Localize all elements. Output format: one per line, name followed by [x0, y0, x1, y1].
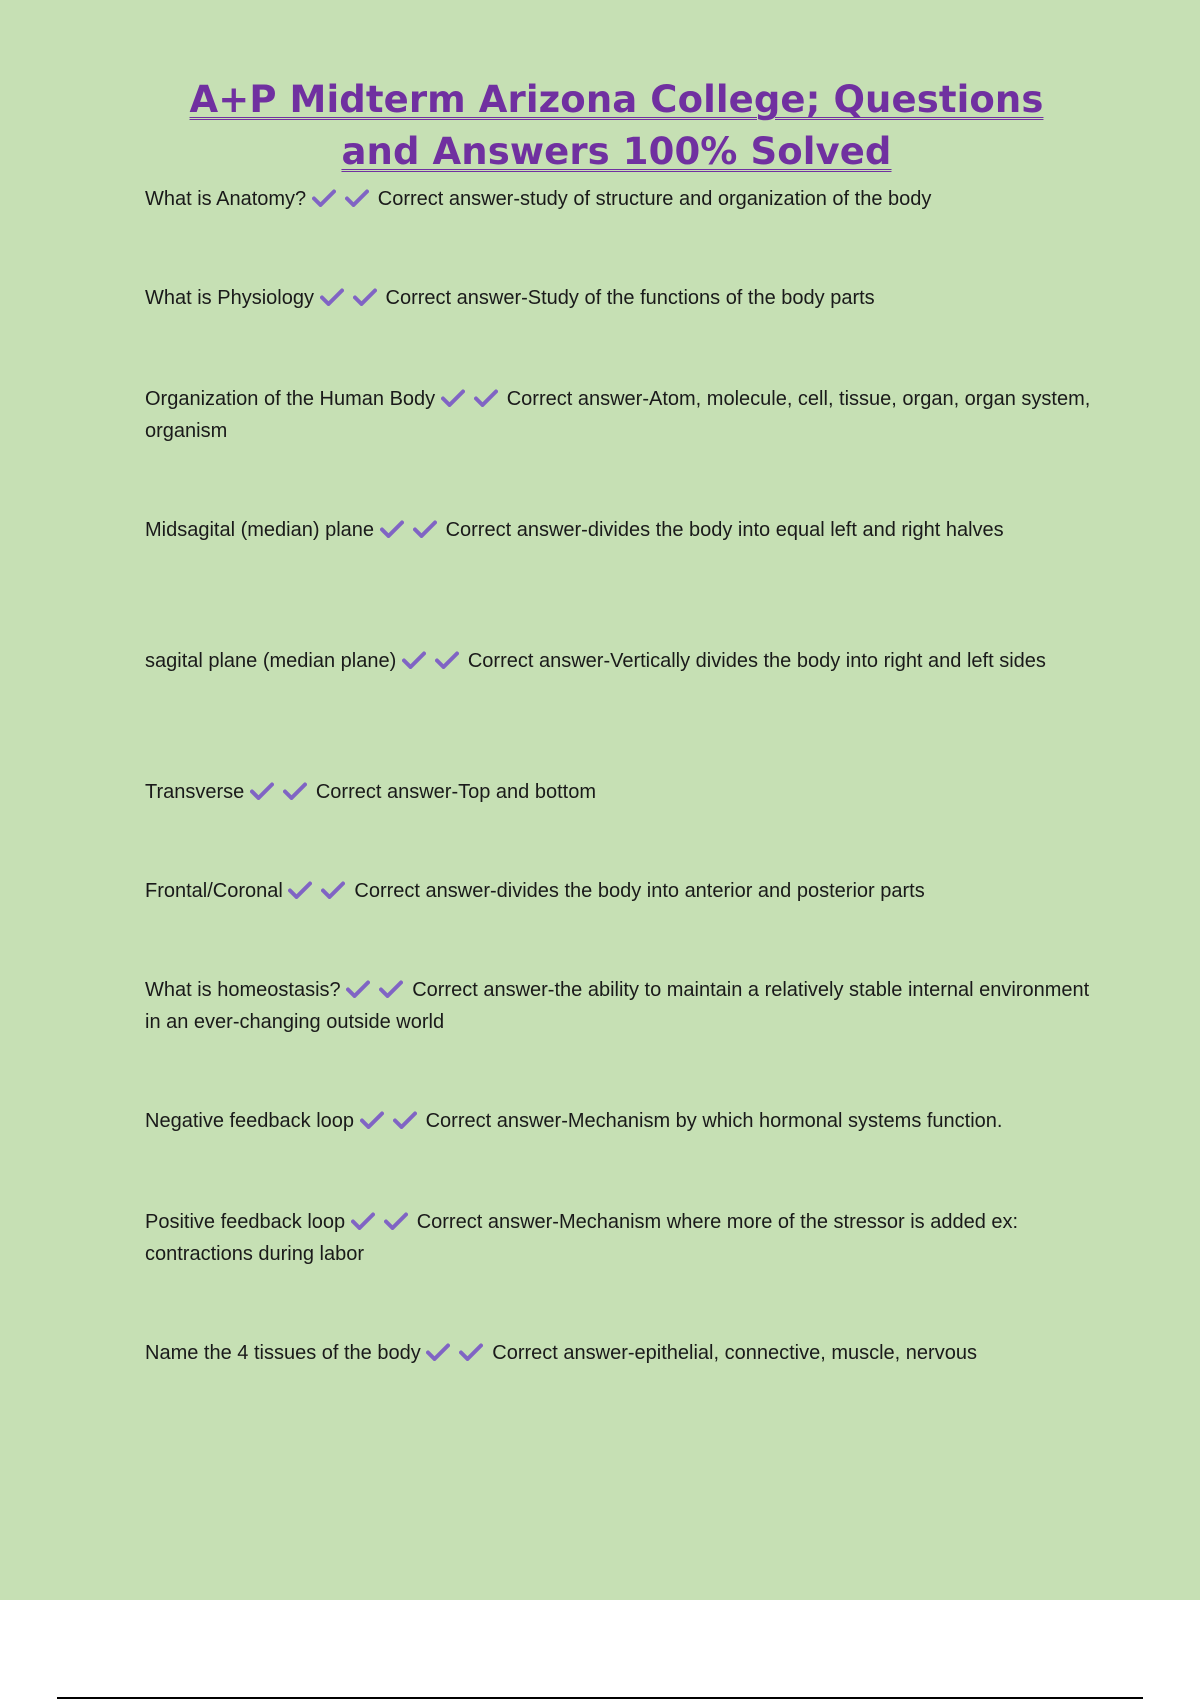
check-mark-icon	[384, 1212, 408, 1230]
check-mark-icon	[426, 1343, 450, 1361]
footer-divider	[57, 1697, 1143, 1699]
document-title: A+P Midterm Arizona College; Questions and Answers 100% Solved	[189, 78, 1044, 173]
qa-question: Organization of the Human Body	[145, 388, 436, 410]
check-mark-icon	[283, 782, 307, 800]
check-mark-icon	[380, 520, 404, 538]
qa-answer: Correct answer-Study of the functions of the body parts	[385, 287, 875, 309]
qa-item	[145, 875, 1095, 907]
check-mark-icon	[353, 288, 377, 306]
check-mark-icon	[321, 881, 345, 899]
qa-item	[145, 645, 1095, 677]
qa-item	[145, 1206, 1095, 1270]
qa-question: What is Anatomy?	[145, 188, 307, 210]
check-mark-icon	[312, 189, 336, 207]
qa-question: Midsagital (median) plane	[145, 519, 375, 541]
qa-question: What is Physiology	[145, 287, 314, 309]
check-mark-icon	[320, 288, 344, 306]
check-mark-icon	[474, 389, 498, 407]
qa-answer: Correct answer-divides the body into equal left and right halves	[445, 519, 1004, 541]
qa-question: Name the 4 tissues of the body	[145, 1342, 421, 1364]
check-mark-icon	[345, 189, 369, 207]
check-mark-icon	[459, 1343, 483, 1361]
qa-answer: Correct answer-study of structure and organization of the body	[377, 188, 932, 210]
qa-item	[145, 183, 1095, 215]
qa-answer: Correct answer-Atom, molecule, cell, tissue, organ, organ system, organism	[145, 388, 1091, 442]
check-mark-icon	[360, 1111, 384, 1129]
qa-answer: Correct answer-epithelial, connective, muscle, nervous	[492, 1342, 977, 1364]
check-mark-icon	[346, 980, 370, 998]
qa-answer: Correct answer-divides the body into anterior and posterior parts	[354, 880, 925, 902]
qa-question: What is homeostasis?	[145, 979, 341, 1001]
qa-item	[145, 1337, 1095, 1369]
qa-question: sagital plane (median plane)	[145, 650, 397, 672]
check-mark-icon	[402, 651, 426, 669]
qa-item	[145, 1105, 1095, 1137]
qa-answer: Correct answer-Top and bottom	[315, 781, 596, 803]
check-mark-icon	[250, 782, 274, 800]
qa-question: Negative feedback loop	[145, 1110, 355, 1132]
check-mark-icon	[441, 389, 465, 407]
qa-item	[145, 514, 1095, 546]
qa-item	[145, 974, 1095, 1038]
check-mark-icon	[435, 651, 459, 669]
qa-item	[145, 282, 1095, 314]
check-mark-icon	[351, 1212, 375, 1230]
qa-question: Transverse	[145, 781, 245, 803]
qa-answer: Correct answer-the ability to maintain a relatively stable internal environment in an ever-changing outside world	[145, 979, 1090, 1033]
qa-answer: Correct answer-Mechanism where more of the stressor is added ex: contractions during labor	[145, 1211, 1019, 1265]
qa-item	[145, 383, 1095, 447]
qa-answer: Correct answer-Mechanism by which hormonal systems function.	[425, 1110, 1003, 1132]
qa-item	[145, 776, 1095, 808]
qa-question: Frontal/Coronal	[145, 880, 283, 902]
check-mark-icon	[393, 1111, 417, 1129]
check-mark-icon	[379, 980, 403, 998]
qa-answer: Correct answer-Vertically divides the body into right and left sides	[467, 650, 1046, 672]
check-mark-icon	[413, 520, 437, 538]
check-mark-icon	[288, 881, 312, 899]
qa-question: Positive feedback loop	[145, 1211, 346, 1233]
